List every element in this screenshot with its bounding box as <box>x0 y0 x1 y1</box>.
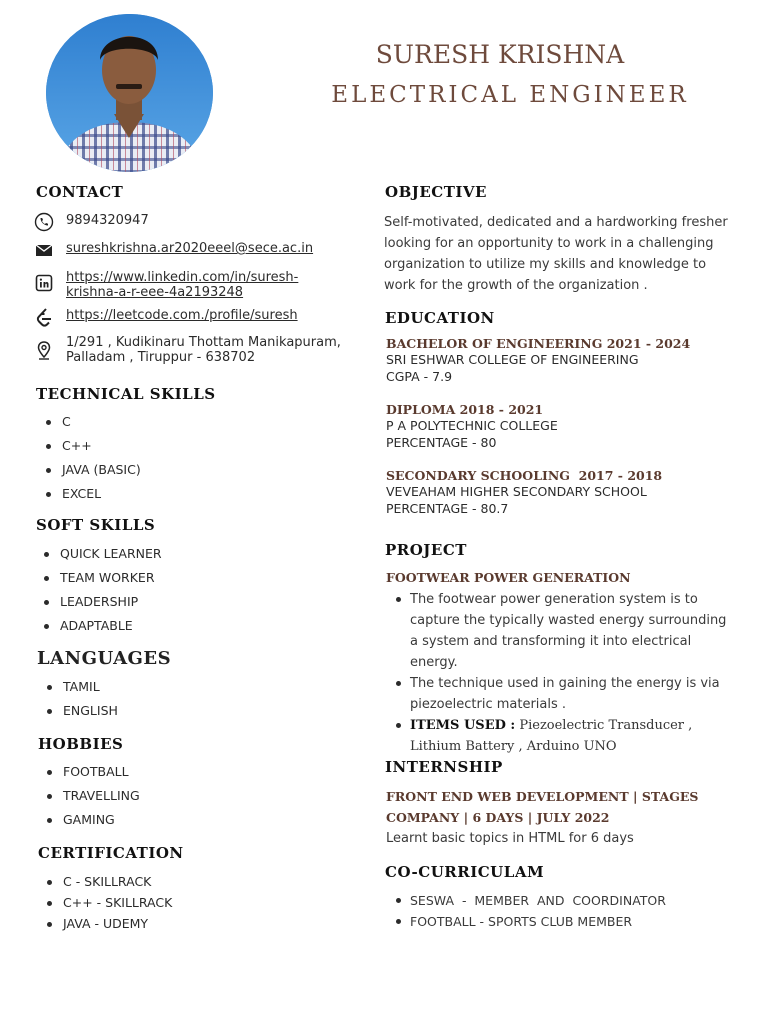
list-item: The technique used in gaining the energy is via piezoelectric materials . <box>386 673 736 715</box>
list-item: FOOTBALL - SPORTS CLUB MEMBER <box>386 911 736 932</box>
certification-heading: CERTIFICATION <box>38 844 184 862</box>
education-score: PERCENTAGE - 80 <box>386 435 497 450</box>
address-text <box>66 335 341 365</box>
list-item: FOOTBALL <box>45 763 140 787</box>
linkedin-link-line2: krishna-a-r-eee-4a2193248 <box>66 285 244 300</box>
profile-photo <box>46 14 213 172</box>
education-entry-1 <box>386 336 736 385</box>
technical-skills-list <box>44 413 141 509</box>
address-line2: Palladam , Tiruppur - 638702 <box>66 350 256 365</box>
education-school: VEVEAHAM HIGHER SECONDARY SCHOOL <box>386 484 647 499</box>
address-line1: 1/291 , Kudikinaru Thottam Manikapuram, <box>66 335 341 350</box>
hobbies-list <box>45 763 140 835</box>
education-school: P A POLYTECHNIC COLLEGE <box>386 418 558 433</box>
internship-heading: INTERNSHIP <box>385 758 503 776</box>
list-item: EXCEL <box>44 485 141 509</box>
linkedin-link[interactable] <box>66 270 298 300</box>
linkedin-icon <box>34 273 54 293</box>
items-used-value: Piezoelectric Transducer , Lithium Battery , Arduino UNO <box>410 718 693 754</box>
certification-list <box>45 873 172 936</box>
soft-skills-heading: SOFT SKILLS <box>36 516 156 534</box>
list-item: C++ <box>44 437 141 461</box>
items-used-label: ITEMS USED : <box>410 718 516 733</box>
education-degree: SECONDARY SCHOOLING 2017 - 2018 <box>386 468 663 483</box>
list-item: TRAVELLING <box>45 787 140 811</box>
hobbies-heading: HOBBIES <box>38 735 124 753</box>
list-item: LEADERSHIP <box>42 593 162 617</box>
soft-skills-list <box>42 545 162 641</box>
internship-title-line1: FRONT END WEB DEVELOPMENT | STAGES <box>386 789 699 804</box>
list-item: TAMIL <box>45 678 118 702</box>
education-degree: DIPLOMA 2018 - 2021 <box>386 402 544 417</box>
list-item <box>386 715 736 757</box>
languages-heading: LANGUAGES <box>37 648 172 669</box>
list-item: ENGLISH <box>45 702 118 726</box>
mail-icon <box>34 240 54 260</box>
list-item: C - SKILLRACK <box>45 873 172 894</box>
list-item: SESWA - MEMBER AND COORDINATOR <box>386 890 736 911</box>
project-points <box>386 589 736 757</box>
list-item: The footwear power generation system is to capture the typically wasted energy surrounding a system and transforming it into electrical energy. <box>386 589 736 673</box>
list-item: QUICK LEARNER <box>42 545 162 569</box>
list-item: C <box>44 413 141 437</box>
education-score: PERCENTAGE - 80.7 <box>386 501 509 516</box>
project-title: FOOTWEAR POWER GENERATION <box>386 570 631 585</box>
objective-text: Self-motivated, dedicated and a hardworking fresher looking for an opportunity to work in a challenging organization to utilize my skills and knowledge to work for the growth of the organization . <box>384 215 728 293</box>
internship-description: Learnt basic topics in HTML for 6 days <box>386 831 634 846</box>
phone-number: 9894320947 <box>66 213 149 228</box>
education-entry-3 <box>386 468 736 517</box>
education-heading: EDUCATION <box>385 309 495 327</box>
job-title: ELECTRICAL ENGINEER <box>331 82 689 108</box>
internship-title-line2: COMPANY | 6 DAYS | JULY 2022 <box>386 810 610 825</box>
education-entry-2 <box>386 402 736 451</box>
list-item: TEAM WORKER <box>42 569 162 593</box>
cocurricular-list <box>386 890 736 932</box>
email-link[interactable]: sureshkrishna.ar2020eeel@sece.ac.in <box>66 241 314 256</box>
contact-heading: CONTACT <box>36 183 124 201</box>
list-item: C++ - SKILLRACK <box>45 894 172 915</box>
cocurricular-heading: CO-CURRICULAM <box>385 863 545 881</box>
technical-skills-heading: TECHNICAL SKILLS <box>36 385 216 403</box>
education-school: SRI ESHWAR COLLEGE OF ENGINEERING <box>386 352 639 367</box>
list-item: JAVA (BASIC) <box>44 461 141 485</box>
leetcode-icon <box>34 307 54 327</box>
candidate-name: SURESH KRISHNA <box>375 40 625 69</box>
list-item: GAMING <box>45 811 140 835</box>
education-degree: BACHELOR OF ENGINEERING 2021 - 2024 <box>386 336 691 351</box>
leetcode-link[interactable]: https://leetcode.com./profile/suresh <box>66 308 298 323</box>
list-item: JAVA - UDEMY <box>45 915 172 936</box>
objective-heading: OBJECTIVE <box>385 183 487 201</box>
education-score: CGPA - 7.9 <box>386 369 453 384</box>
location-pin-icon <box>34 340 54 360</box>
phone-icon <box>34 212 54 232</box>
internship-entry <box>386 786 736 849</box>
list-item: ADAPTABLE <box>42 617 162 641</box>
profile-photo-image <box>46 14 213 172</box>
linkedin-link-line1: https://www.linkedin.com/in/suresh- <box>66 270 299 285</box>
languages-list <box>45 678 118 726</box>
project-heading: PROJECT <box>385 541 467 559</box>
